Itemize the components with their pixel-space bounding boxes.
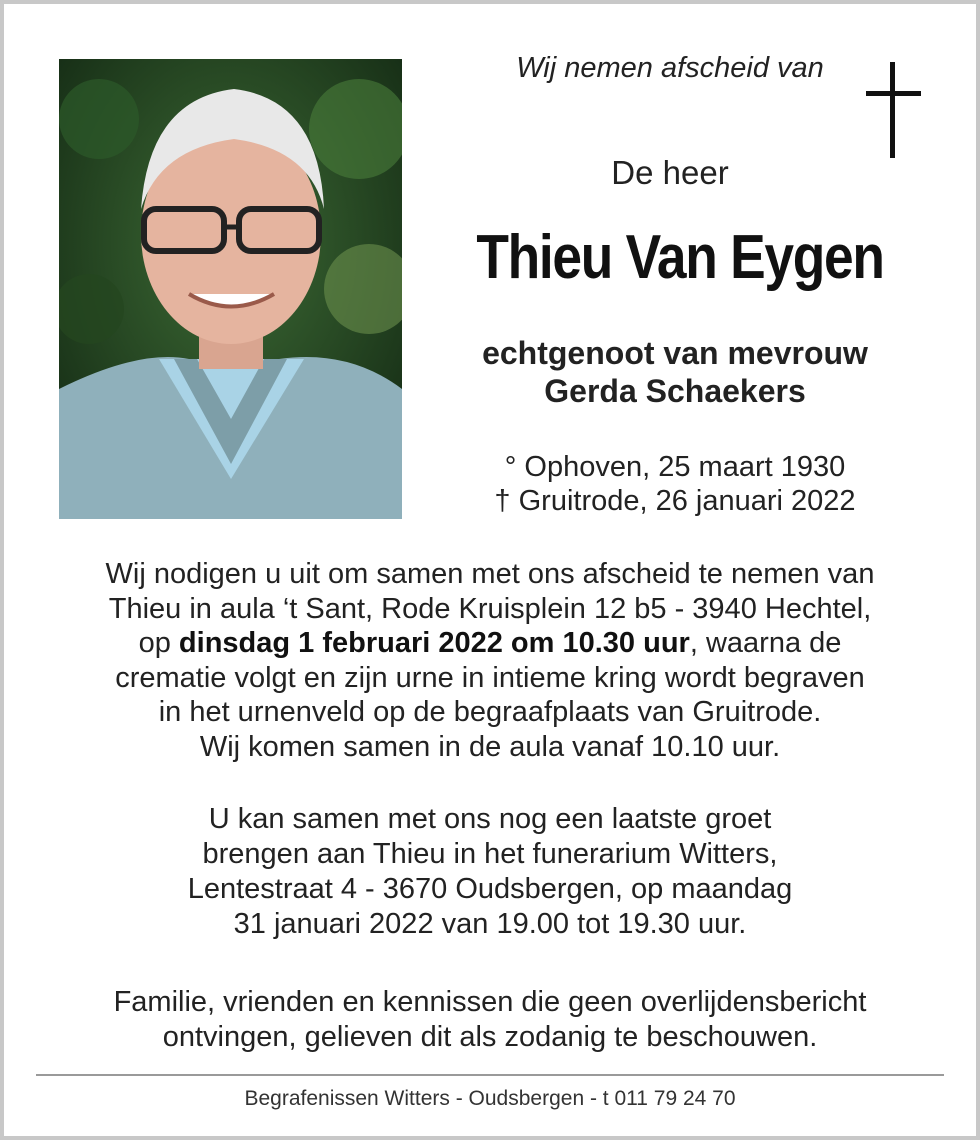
spouse-line-1: echtgenoot van mevrouw — [482, 335, 868, 371]
visitation-line-1: U kan samen met ons nog een laatste groet — [208, 803, 772, 835]
notice-line-1: Familie, vrienden en kennissen die geen overlijdensbericht — [113, 986, 867, 1018]
notice-line-2: ontvingen, gelieven dit als zodanig te beschouwen. — [162, 1021, 818, 1053]
funeral-home-footer: Begrafenissen Witters - Oudsbergen - t 011 79 24 70 — [244, 1087, 736, 1110]
invitation-line-5: in het urnenveld op de begraafplaats van Gruitrode. — [158, 696, 822, 729]
visitation-line-4: 31 januari 2022 van 19.00 tot 19.30 uur. — [233, 908, 747, 940]
invitation-line-2: Thieu in aula ‘t Sant, Rode Kruisplein 12 b5 - 3940 Hechtel, — [108, 592, 872, 625]
invitation-line-3-pre: op — [138, 627, 179, 660]
invitation-line-6: Wij komen samen in de aula vanaf 10.10 uur. — [199, 730, 781, 763]
portrait-photo — [59, 59, 402, 519]
deceased-name: Thieu Van Eygen — [476, 223, 884, 292]
ceremony-datetime: dinsdag 1 februari 2022 om 10.30 uur — [178, 627, 690, 660]
intro-text: Wij nemen afscheid van — [516, 52, 824, 84]
life-dates — [430, 450, 920, 518]
cross-icon — [864, 62, 924, 162]
death-line: † Gruitrode, 26 januari 2022 — [494, 485, 856, 517]
invitation-line-1: Wij nodigen u uit om samen met ons afscheid te nemen van — [105, 558, 875, 590]
spouse-block — [430, 334, 920, 410]
salutation: De heer — [611, 154, 729, 191]
invitation-line-3 — [40, 626, 940, 661]
birth-line: ° Ophoven, 25 maart 1930 — [504, 451, 846, 483]
visitation-line-2: brengen aan Thieu in het funerarium Witters, — [202, 838, 778, 870]
visitation-paragraph — [40, 802, 940, 942]
invitation-line-4: crematie volgt en zijn urne in intieme kring wordt begraven — [115, 661, 865, 694]
invitation-paragraph — [40, 557, 940, 765]
footer-divider — [36, 1074, 944, 1076]
spouse-name: Gerda Schaekers — [544, 373, 806, 409]
visitation-line-3: Lentestraat 4 - 3670 Oudsbergen, op maandag — [187, 873, 793, 905]
notice-paragraph — [40, 985, 940, 1055]
invitation-line-3-post: , waarna de — [689, 627, 842, 660]
